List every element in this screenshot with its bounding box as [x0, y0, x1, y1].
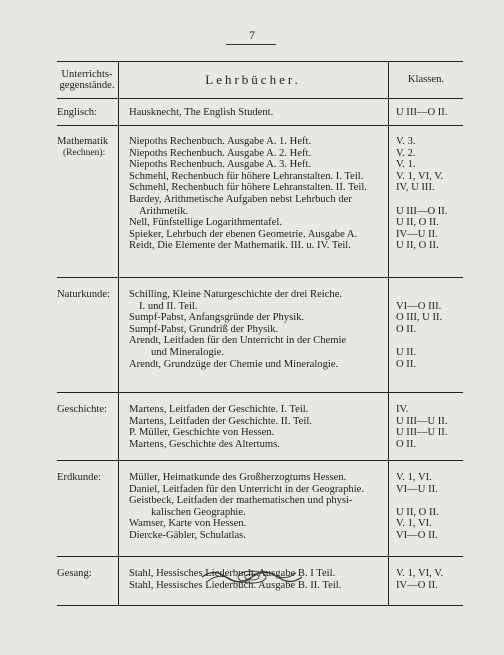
class-entry: V. 1, VI.	[396, 472, 432, 483]
class-entry	[396, 335, 466, 347]
class-list	[396, 136, 466, 252]
class-entry: IV.	[396, 404, 409, 415]
class-entry: O II.	[396, 358, 417, 370]
class-entry: U II, O II.	[396, 240, 439, 252]
column-divider	[118, 278, 119, 392]
class-entry: O III, U II.	[396, 312, 443, 324]
section-row	[57, 393, 463, 461]
column-divider	[118, 393, 119, 460]
column-divider	[118, 461, 119, 556]
class-entry: U II, O II.	[396, 217, 439, 229]
book-entry: und Mineralogie.	[151, 346, 224, 358]
decorative-ornament	[200, 566, 304, 588]
book-entry: Müller, Heimatkunde des Großherzogtums Hessen.	[129, 472, 347, 483]
class-entry: VI—O III.	[396, 300, 442, 312]
book-entry: Diercke-Gäbler, Schulatlas.	[129, 529, 246, 541]
book-list	[129, 107, 391, 119]
class-entry: V. 1, VI, V.	[396, 170, 444, 182]
class-list	[396, 107, 466, 119]
class-entry: V. 1, VI.	[396, 518, 432, 530]
section-row	[57, 278, 463, 393]
schoolbook-table	[57, 61, 463, 606]
class-entry: V. 1, VI, V.	[396, 568, 444, 579]
book-entry: Schmehl, Rechenbuch für höhere Lehranstalten. I. Teil.	[129, 170, 364, 182]
book-entry: Stahl, Hessisches Liederbuch. Ausgabe B. I Teil.	[129, 568, 336, 579]
book-entry: Sumpf-Pabst, Anfangsgründe der Physik.	[129, 312, 305, 324]
book-entry: kalischen Geographie.	[151, 506, 246, 518]
book-entry: Martens, Leitfaden der Geschichte. II. Teil.	[129, 415, 312, 427]
class-entry: O II.	[396, 438, 417, 450]
classes-header: Klassen.	[407, 74, 445, 86]
book-entry: Arendt, Grundzüge der Chemie und Mineralogie.	[129, 358, 339, 370]
book-entry: Stahl, Hessisches Liederbuch. Ausgabe B. II. Teil.	[129, 579, 342, 591]
book-entry: Niepoths Rechenbuch. Ausgabe A. 3. Heft.	[129, 159, 312, 171]
table-body	[57, 99, 463, 606]
class-entry: U III—U II.	[396, 415, 448, 427]
book-entry: I. und II. Teil.	[139, 300, 198, 312]
class-entry: VI—U II.	[396, 483, 438, 495]
book-entry: Geistbeck, Leitfaden der mathematischen und physi-	[129, 495, 353, 507]
book-list	[129, 472, 391, 542]
subject-label: Geschichte:	[57, 404, 108, 415]
class-entry	[396, 289, 466, 301]
page-number-rule	[226, 44, 276, 45]
book-entry: Sumpf-Pabst, Grundriß der Physik.	[129, 323, 279, 335]
book-entry: Bardey, Arithmetische Aufgaben nebst Lehrbuch der	[129, 193, 352, 205]
class-entry: IV—U II.	[396, 228, 438, 240]
book-entry: P. Müller, Geschichte von Hessen.	[129, 427, 275, 439]
page-number: 7	[249, 28, 255, 42]
class-list	[396, 404, 466, 450]
book-entry: Schilling, Kleine Naturgeschichte der drei Reiche.	[129, 289, 343, 300]
class-entry: IV, U III.	[396, 182, 435, 194]
book-entry: Daniel, Leitfaden für den Unterricht in der Geographie.	[129, 483, 365, 495]
class-entry	[396, 495, 466, 507]
book-entry: Niepoths Rechenbuch. Ausgabe A. 1. Heft.	[129, 136, 312, 147]
book-entry: Reidt, Die Elemente der Mathematik. III. u. IV. Teil.	[129, 240, 351, 252]
column-divider	[118, 99, 119, 125]
book-list	[129, 404, 391, 450]
book-entry: Hausknecht, The English Student.	[129, 107, 274, 118]
class-entry: O II.	[396, 323, 417, 335]
books-header: Lehrbücher.	[205, 72, 301, 88]
section-row	[57, 126, 463, 278]
class-entry: V. 2.	[396, 147, 416, 159]
table-header	[57, 61, 463, 99]
class-entry: U II, O II.	[396, 506, 439, 518]
class-entry: IV—O II.	[396, 579, 438, 591]
book-entry: Arithmetik.	[139, 205, 189, 217]
class-entry: U III—U II.	[396, 427, 448, 439]
book-entry: Spieker, Lehrbuch der ebenen Geometrie. Ausgabe A.	[129, 228, 358, 240]
class-list	[396, 568, 466, 591]
book-list	[129, 136, 391, 252]
subject-label: Naturkunde:	[57, 289, 110, 300]
class-entry: V. 3.	[396, 136, 416, 147]
class-entry: VI—O II.	[396, 529, 438, 541]
book-entry: Martens, Geschichte des Altertums.	[129, 438, 280, 450]
subjects-header: Unterrichts- gegenstände.	[59, 69, 115, 91]
book-entry: Martens, Leitfaden der Geschichte. I. Teil.	[129, 404, 309, 415]
class-entry: U III—O II.	[396, 205, 448, 217]
section-row	[57, 99, 463, 126]
book-list	[129, 289, 391, 370]
subject-label: Gesang:	[57, 568, 92, 579]
subject-label: Mathematik (Rechnen):	[57, 136, 109, 158]
subject-label: Erdkunde:	[57, 472, 102, 483]
class-entry	[396, 194, 466, 206]
book-entry: Niepoths Rechenbuch. Ausgabe A. 2. Heft.	[129, 147, 312, 159]
class-entry: U III—O II.	[396, 107, 448, 118]
book-entry: Arendt, Leitfaden für den Unterricht in der Chemie	[129, 335, 347, 347]
class-list	[396, 289, 466, 370]
section-row	[57, 461, 463, 557]
book-entry: Nell, Fünfstellige Logarithmentafel.	[129, 217, 282, 229]
class-entry: V. 1.	[396, 159, 416, 171]
column-divider	[118, 126, 119, 277]
column-divider	[118, 557, 119, 605]
book-entry: Wamser, Karte von Hessen.	[129, 518, 247, 530]
class-entry: U II.	[396, 346, 417, 358]
book-entry: Schmehl, Rechenbuch für höhere Lehranstalten. II. Teil.	[129, 182, 367, 194]
class-list	[396, 472, 466, 542]
subject-label: Englisch:	[57, 107, 98, 118]
